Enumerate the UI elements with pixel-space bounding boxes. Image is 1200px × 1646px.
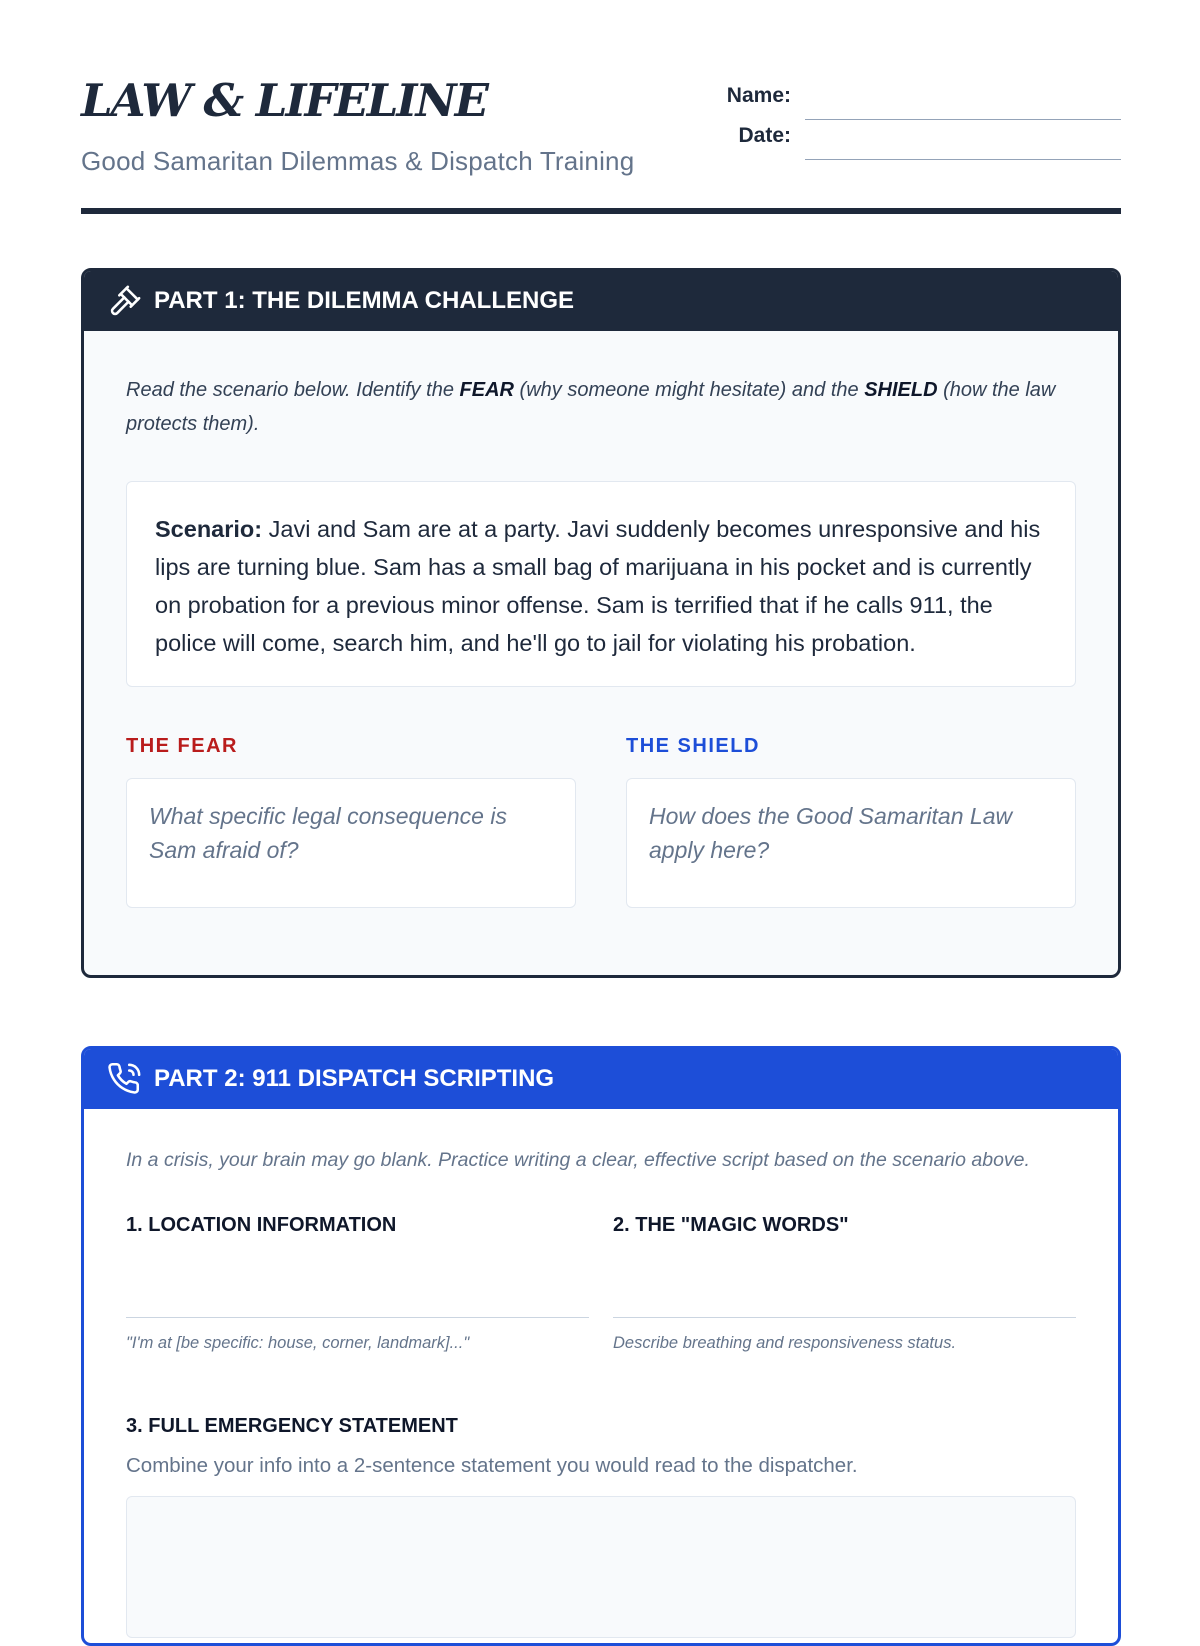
phone-call-icon (108, 1062, 142, 1096)
instr-text-1: Read the scenario below. Identify the (126, 379, 460, 401)
part1-header (84, 271, 1118, 331)
scenario-text: Javi and Sam are at a party. Javi suddenly becomes unresponsive and his lips are turning blue. Sam has a small bag of marijuana in his pocket and is currently on probation for a previous minor offense. Sam is terrified that if he calls 911, the police will come, search him, and he'll go to jail for violating his probation. (155, 516, 1041, 656)
part2-instructions: In a crisis, your brain may go blank. Practice writing a clear, effective script based on the scenario above. (126, 1149, 1030, 1171)
part1-title: PART 1: THE DILEMMA CHALLENGE (154, 287, 574, 314)
dispatch-fields (126, 1214, 1076, 1353)
instr-fear: FEAR (459, 379, 514, 401)
worksheet-subtitle: Good Samaritan Dilemmas & Dispatch Training (81, 146, 635, 176)
date-row (701, 120, 1121, 160)
location-input-line[interactable] (126, 1237, 589, 1318)
instr-text-2: (why someone might hesitate) and the (514, 379, 865, 401)
date-label: Date: (738, 124, 791, 147)
location-label: 1. LOCATION INFORMATION (126, 1214, 397, 1236)
magic-words-column (613, 1214, 1076, 1353)
gavel-icon (108, 284, 142, 318)
statement-subtext: Combine your info into a 2-sentence statement you would read to the dispatcher. (126, 1454, 858, 1477)
date-field[interactable] (805, 127, 1121, 160)
part2-header (84, 1049, 1118, 1109)
header-divider (81, 208, 1121, 214)
magic-words-label: 2. THE "MAGIC WORDS" (613, 1214, 849, 1236)
location-column (126, 1214, 589, 1353)
scenario-label: Scenario: (155, 516, 263, 542)
statement-answer-box[interactable] (126, 1496, 1076, 1638)
name-field[interactable] (805, 87, 1121, 120)
fear-label: THE FEAR (126, 735, 238, 757)
fear-answer-box[interactable]: What specific legal consequence is Sam afraid of? (126, 778, 576, 908)
scenario-box (126, 481, 1076, 687)
fear-shield-columns (126, 735, 1076, 908)
instr-shield: SHIELD (864, 379, 938, 401)
statement-label: 3. FULL EMERGENCY STATEMENT (126, 1415, 458, 1437)
location-hint: "I'm at [be specific: house, corner, landmark]..." (126, 1334, 470, 1352)
magic-words-input-line[interactable] (613, 1237, 1076, 1318)
magic-words-hint: Describe breathing and responsiveness status. (613, 1334, 957, 1352)
student-info-fields (701, 80, 1121, 160)
part2-body (84, 1147, 1118, 1638)
part1-instructions (126, 373, 1076, 441)
part1-card (81, 268, 1121, 978)
part2-title: PART 2: 911 DISPATCH SCRIPTING (154, 1065, 555, 1092)
worksheet-page (81, 0, 1121, 1477)
part2-card (81, 1046, 1121, 1646)
worksheet-title: LAW & LIFELINE (81, 74, 487, 127)
worksheet-header (81, 0, 1121, 215)
shield-answer-box[interactable]: How does the Good Samaritan Law apply here? (626, 778, 1076, 908)
shield-column (626, 735, 1076, 908)
shield-label: THE SHIELD (626, 735, 760, 757)
fear-column (126, 735, 576, 908)
instr-text-3: (how the law protects them). (126, 379, 1056, 435)
part1-body (84, 373, 1118, 908)
statement-section (126, 1415, 1076, 1638)
name-label: Name: (726, 84, 791, 107)
name-row (701, 80, 1121, 120)
